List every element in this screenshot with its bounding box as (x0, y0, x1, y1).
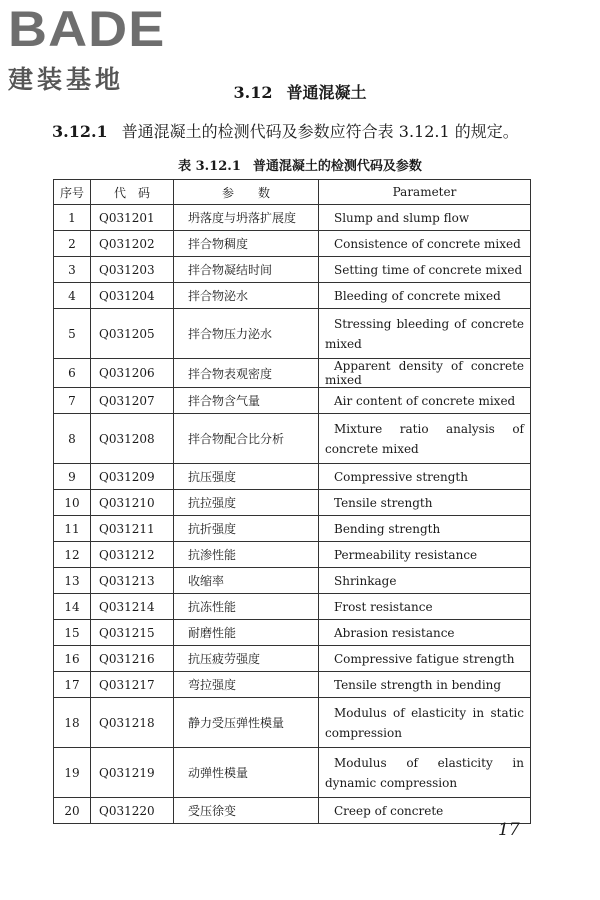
row-param: 抗折强度 (174, 516, 319, 542)
row-parameter-en-text: Compressive strength (334, 469, 468, 484)
row-param: 坍落度与坍落扩展度 (174, 205, 319, 231)
row-param: 抗渗性能 (174, 542, 319, 568)
table-row (54, 594, 531, 620)
row-number: 1 (54, 205, 91, 231)
row-parameter-en (319, 646, 531, 672)
section-title: 普通混凝土 (286, 83, 367, 102)
row-code: Q031219 (91, 748, 174, 798)
row-number: 12 (54, 542, 91, 568)
row-code: Q031205 (91, 309, 174, 359)
row-code: Q031210 (91, 490, 174, 516)
table-row (54, 257, 531, 283)
brand-logo (8, 1, 178, 94)
table-row (54, 309, 531, 359)
row-parameter-en (319, 568, 531, 594)
row-parameter-en (319, 672, 531, 698)
table-row (54, 464, 531, 490)
row-parameter-en-text: Consistence of concrete mixed (334, 236, 521, 251)
table-row (54, 542, 531, 568)
header-no: 序号 (54, 180, 91, 205)
row-param: 拌合物表观密度 (174, 359, 319, 388)
row-code: Q031216 (91, 646, 174, 672)
row-parameter-en-text: Mixture ratio analysis of concrete mixed (325, 421, 524, 456)
row-number: 16 (54, 646, 91, 672)
table-row (54, 359, 531, 388)
header-code: 代 码 (91, 180, 174, 205)
table-header-row (54, 180, 531, 205)
row-code: Q031208 (91, 414, 174, 464)
row-param: 动弹性模量 (174, 748, 319, 798)
row-parameter-en (319, 359, 531, 388)
row-number: 11 (54, 516, 91, 542)
row-parameter-en (319, 516, 531, 542)
section-heading (0, 80, 600, 103)
row-parameter-en (319, 464, 531, 490)
table-row (54, 516, 531, 542)
table-title: 普通混凝土的检测代码及参数 (252, 159, 422, 174)
row-param: 拌合物凝结时间 (174, 257, 319, 283)
row-parameter-en-text: Abrasion resistance (334, 625, 455, 640)
row-param: 拌合物配合比分析 (174, 414, 319, 464)
table-caption (0, 155, 600, 174)
parameter-table (53, 179, 531, 824)
row-param: 耐磨性能 (174, 620, 319, 646)
row-parameter-en (319, 309, 531, 359)
table-row (54, 620, 531, 646)
row-parameter-en (319, 620, 531, 646)
row-parameter-en (319, 414, 531, 464)
row-parameter-en-text: Shrinkage (334, 573, 397, 588)
row-number: 17 (54, 672, 91, 698)
row-parameter-en-text: Slump and slump flow (334, 210, 470, 225)
row-code: Q031204 (91, 283, 174, 309)
row-code: Q031201 (91, 205, 174, 231)
row-parameter-en (319, 698, 531, 748)
table-row (54, 798, 531, 824)
row-code: Q031217 (91, 672, 174, 698)
row-number: 20 (54, 798, 91, 824)
section-number: 3.12 (233, 83, 273, 102)
row-param: 收缩率 (174, 568, 319, 594)
row-parameter-en (319, 594, 531, 620)
row-parameter-en (319, 283, 531, 309)
row-param: 抗拉强度 (174, 490, 319, 516)
table-row (54, 748, 531, 798)
row-number: 14 (54, 594, 91, 620)
row-param: 拌合物含气量 (174, 388, 319, 414)
row-param: 拌合物压力泌水 (174, 309, 319, 359)
row-parameter-en-text: Frost resistance (334, 599, 433, 614)
row-parameter-en (319, 231, 531, 257)
row-parameter-en-text: Tensile strength (334, 495, 433, 510)
row-parameter-en (319, 388, 531, 414)
page-number: 17 (498, 820, 520, 840)
row-code: Q031220 (91, 798, 174, 824)
row-code: Q031209 (91, 464, 174, 490)
row-number: 15 (54, 620, 91, 646)
table-row (54, 231, 531, 257)
row-number: 13 (54, 568, 91, 594)
row-number: 5 (54, 309, 91, 359)
row-parameter-en (319, 257, 531, 283)
row-number: 18 (54, 698, 91, 748)
header-en: Parameter (319, 180, 531, 205)
row-number: 9 (54, 464, 91, 490)
clause-paragraph (52, 119, 519, 142)
row-code: Q031213 (91, 568, 174, 594)
row-parameter-en-text: Modulus of elasticity in dynamic compression (325, 755, 524, 790)
header-param: 参 数 (174, 180, 319, 205)
row-code: Q031203 (91, 257, 174, 283)
row-number: 2 (54, 231, 91, 257)
row-param: 拌合物稠度 (174, 231, 319, 257)
row-param: 弯拉强度 (174, 672, 319, 698)
row-code: Q031211 (91, 516, 174, 542)
row-parameter-en-text: Setting time of concrete mixed (334, 262, 523, 277)
row-number: 8 (54, 414, 91, 464)
row-code: Q031214 (91, 594, 174, 620)
table-row (54, 388, 531, 414)
row-param: 静力受压弹性模量 (174, 698, 319, 748)
row-parameter-en-text: Creep of concrete (334, 803, 444, 818)
table-row (54, 414, 531, 464)
logo-subtitle: 建装基地 (8, 65, 125, 94)
row-parameter-en-text: Bending strength (334, 521, 441, 536)
logo-wordmark: BADE (8, 1, 166, 57)
row-parameter-en-text: Apparent density of concrete mixed (325, 359, 524, 387)
table-number: 表 3.12.1 (178, 159, 241, 174)
row-number: 7 (54, 388, 91, 414)
row-code: Q031212 (91, 542, 174, 568)
row-parameter-en (319, 490, 531, 516)
row-number: 10 (54, 490, 91, 516)
row-number: 6 (54, 359, 91, 388)
row-param: 受压徐变 (174, 798, 319, 824)
row-parameter-en-text: Air content of concrete mixed (334, 393, 516, 408)
table-row (54, 672, 531, 698)
table-row (54, 646, 531, 672)
row-code: Q031207 (91, 388, 174, 414)
row-number: 3 (54, 257, 91, 283)
row-code: Q031218 (91, 698, 174, 748)
row-parameter-en (319, 205, 531, 231)
row-code: Q031202 (91, 231, 174, 257)
row-parameter-en (319, 542, 531, 568)
row-code: Q031215 (91, 620, 174, 646)
row-parameter-en-text: Compressive fatigue strength (334, 651, 515, 666)
row-param: 抗压疲劳强度 (174, 646, 319, 672)
row-parameter-en (319, 748, 531, 798)
clause-number: 3.12.1 (52, 122, 108, 141)
row-param: 抗压强度 (174, 464, 319, 490)
row-parameter-en-text: Stressing bleeding of concrete mixed (325, 316, 524, 351)
table-row (54, 698, 531, 748)
row-parameter-en-text: Permeability resistance (334, 547, 478, 562)
row-param: 抗冻性能 (174, 594, 319, 620)
table-row (54, 490, 531, 516)
table-row (54, 205, 531, 231)
table-row (54, 283, 531, 309)
row-code: Q031206 (91, 359, 174, 388)
row-param: 拌合物泌水 (174, 283, 319, 309)
row-number: 19 (54, 748, 91, 798)
row-parameter-en-text: Tensile strength in bending (334, 677, 502, 692)
table-row (54, 568, 531, 594)
row-parameter-en-text: Bleeding of concrete mixed (334, 288, 501, 303)
row-parameter-en-text: Modulus of elasticity in static compression (325, 705, 524, 740)
clause-text: 普通混凝土的检测代码及参数应符合表 3.12.1 的规定。 (121, 122, 519, 141)
row-number: 4 (54, 283, 91, 309)
